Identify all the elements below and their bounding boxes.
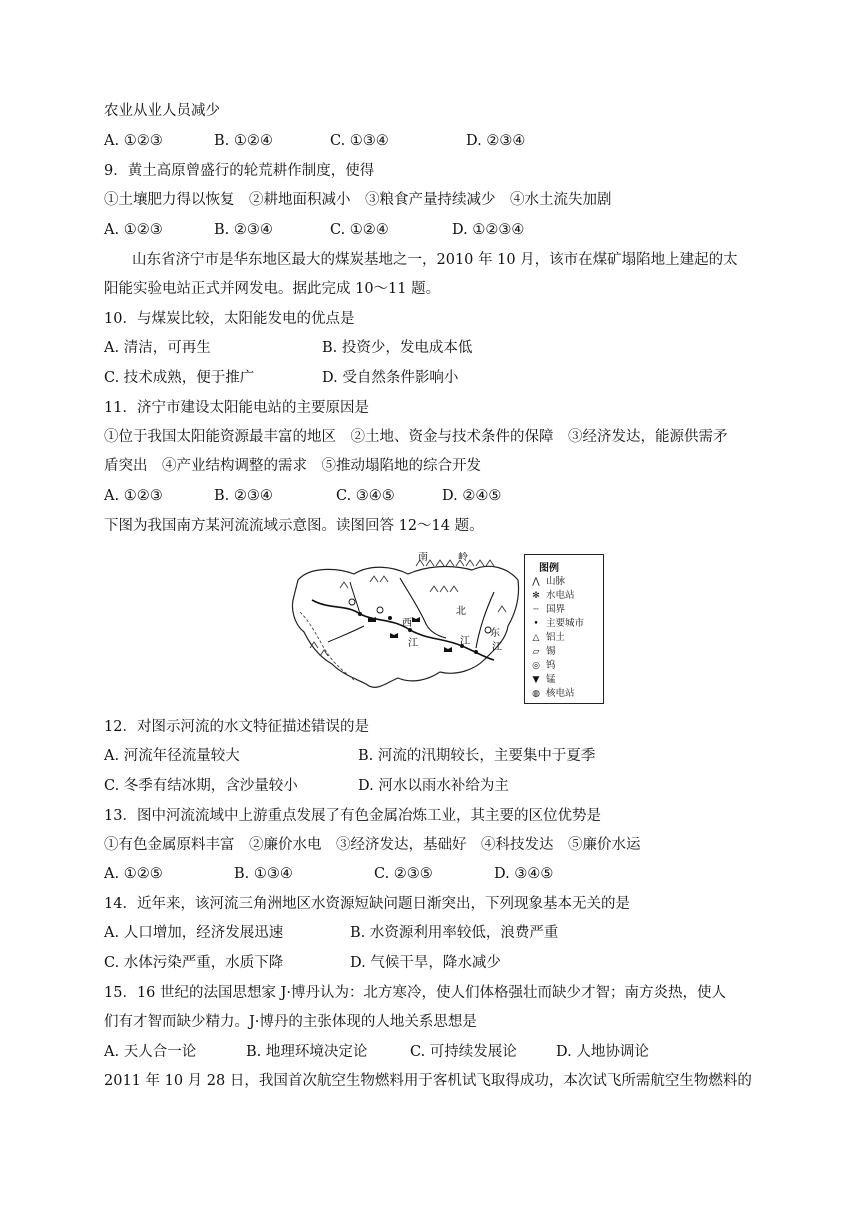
tungsten-icon: ◎: [532, 661, 540, 671]
hydro-station-icon: ✻: [532, 591, 540, 601]
q10-option-b[interactable]: B. 投资少，发电成本低: [322, 340, 473, 356]
map-legend: [524, 554, 604, 704]
q11-option-b[interactable]: B. ②③④: [214, 488, 273, 504]
nuclear-plant-icon: ◍: [532, 689, 540, 699]
q14-option-b[interactable]: B. 水资源利用率较低，浪费严重: [350, 925, 559, 941]
hydro-station-icons: [349, 599, 491, 633]
q11-option-c[interactable]: C. ③④⑤: [336, 488, 395, 504]
q15-option-c[interactable]: C. 可持续发展论: [410, 1044, 517, 1060]
q8-option-a[interactable]: A. ①②③: [104, 133, 163, 149]
q11-items-line2: 盾突出 ④产业结构调整的需求 ⑤推动塌陷地的综合开发: [104, 458, 481, 474]
q13-items: ①有色金属原料丰富 ②廉价水电 ③经济发达，基础好 ④科技发达 ⑤廉价水运: [104, 837, 641, 853]
q15-stem-line1: 15．16 世纪的法国思想家 J·博丹认为：北方寒冷，使人们体格强壮而缺少才智；南方炎热，使人: [104, 985, 727, 1001]
map-intro: 下图为我国南方某河流流域示意图。读图回答 12～14 题。: [104, 518, 484, 534]
border-icon: ┄: [533, 605, 539, 615]
legend-item-border: ┄ 国界: [529, 601, 565, 615]
east-tributary: [476, 592, 494, 648]
manganese-icon: ▼: [532, 675, 540, 685]
q11-items-line1: ①位于我国太阳能资源最丰富的地区 ②土地、资金与技术条件的保障 ③经济发达，能源供需矛: [104, 429, 728, 445]
q11-option-d[interactable]: D. ②④⑤: [442, 488, 502, 504]
q14-option-a[interactable]: A. 人口增加，经济发展迅速: [104, 925, 284, 941]
q12-stem: 12．对图示河流的水文特征描述错误的是: [104, 719, 369, 735]
bauxite-icon: △: [532, 633, 540, 643]
south-tributary: [328, 626, 364, 642]
main-river: [312, 600, 494, 660]
legend-item-tin: ▱ 锡: [529, 643, 556, 657]
q15-stem-line2: 们有才智而缺少精力。J·博丹的主张体现的人地关系思想是: [104, 1014, 477, 1030]
q13-option-a[interactable]: A. ①②⑤: [104, 866, 163, 882]
q13-option-c[interactable]: C. ②③⑤: [374, 866, 433, 882]
q8-tail-text: 农业从业人员减少: [104, 103, 220, 119]
q12-option-a[interactable]: A. 河流年径流量较大: [104, 748, 240, 764]
q12-option-b[interactable]: B. 河流的汛期较长，主要集中于夏季: [358, 748, 596, 764]
q14-option-c[interactable]: C. 水体污染严重，水质下降: [104, 955, 284, 971]
legend-item-bauxite: △ 铝土: [529, 629, 565, 643]
map-label-xi: 西: [402, 618, 412, 629]
q9-option-d[interactable]: D. ①②③④: [452, 222, 525, 238]
legend-item-nuclear: ◍ 核电站: [529, 685, 575, 699]
q15-option-a[interactable]: A. 天人合一论: [104, 1044, 197, 1060]
q9-option-b[interactable]: B. ②③④: [214, 222, 273, 238]
legend-title: 图例: [539, 563, 559, 574]
q15-option-d[interactable]: D. 人地协调论: [556, 1044, 649, 1060]
map-label-bei: 北: [456, 606, 466, 617]
q9-option-c[interactable]: C. ①②④: [330, 222, 389, 238]
legend-item-hydro: ✻ 水电站: [529, 587, 575, 601]
map-label-nan: 南: [418, 552, 428, 563]
tin-icon: ▱: [532, 647, 540, 657]
q13-stem: 13．图中河流流域中上游重点发展了有色金属冶炼工业，其主要的区位优势是: [104, 808, 601, 824]
q8-option-b[interactable]: B. ①②④: [214, 133, 273, 149]
legend-item-mountain: ⋀ 山脉: [529, 573, 565, 587]
q14-option-d[interactable]: D. 气候干旱，降水减少: [350, 955, 501, 971]
map-label-dong: 东: [490, 628, 500, 639]
q11-stem: 11．济宁市建设太阳能电站的主要原因是: [104, 400, 369, 416]
q10-option-a[interactable]: A. 清洁，可再生: [104, 340, 211, 356]
q10-stem: 10．与煤炭比较，太阳能发电的优点是: [104, 311, 355, 327]
map-label-jiang-1: 江: [408, 638, 418, 649]
mountain-icon: ⋀: [532, 577, 540, 587]
q11-option-a[interactable]: A. ①②③: [104, 488, 163, 504]
legend-item-city: • 主要城市: [529, 615, 584, 629]
intro-10-line2: 阳能实验电站正式并网发电。据此完成 10～11 题。: [104, 281, 441, 297]
q14-stem: 14．近年来，该河流三角洲地区水资源短缺问题日渐突出，下列现象基本无关的是: [104, 896, 630, 912]
q8-option-d[interactable]: D. ②③④: [466, 133, 526, 149]
intro-16-line1: 2011 年 10 月 28 日，我国首次航空生物燃料用于客机试飞取得成功，本次试飞所需航空生物燃料的: [104, 1073, 752, 1089]
q9-stem: 9．黄土高原曾盛行的轮荒耕作制度，使得: [104, 163, 375, 179]
city-icon: •: [533, 619, 539, 629]
q8-option-c[interactable]: C. ①③④: [330, 133, 389, 149]
map-label-jiang-3: 江: [492, 642, 502, 653]
intro-10-line1: 山东省济宁市是华东地区最大的煤炭基地之一，2010 年 10 月，该市在煤矿塌陷地上建起的太: [132, 252, 738, 268]
q9-items: ①土壤肥力得以恢复 ②耕地面积减小 ③粮食产量持续减少 ④水土流失加剧: [104, 192, 612, 208]
q12-option-c[interactable]: C. 冬季有结冰期，含沙量较小: [104, 778, 298, 794]
q12-option-d[interactable]: D. 河水以雨水补给为主: [358, 778, 509, 794]
q13-option-b[interactable]: B. ①③④: [234, 866, 293, 882]
q10-option-d[interactable]: D. 受自然条件影响小: [322, 370, 459, 386]
legend-item-manganese: ▼ 锰: [529, 671, 556, 685]
legend-item-tungsten: ◎ 钨: [529, 657, 556, 671]
q9-option-a[interactable]: A. ①②③: [104, 222, 163, 238]
q13-option-d[interactable]: D. ③④⑤: [494, 866, 554, 882]
q15-option-b[interactable]: B. 地理环境决定论: [246, 1044, 368, 1060]
map-label-jiang-2: 江: [460, 636, 470, 647]
q10-option-c[interactable]: C. 技术成熟，便于推广: [104, 370, 255, 386]
border-line: [300, 612, 354, 680]
map-label-ling: 岭: [458, 552, 468, 563]
